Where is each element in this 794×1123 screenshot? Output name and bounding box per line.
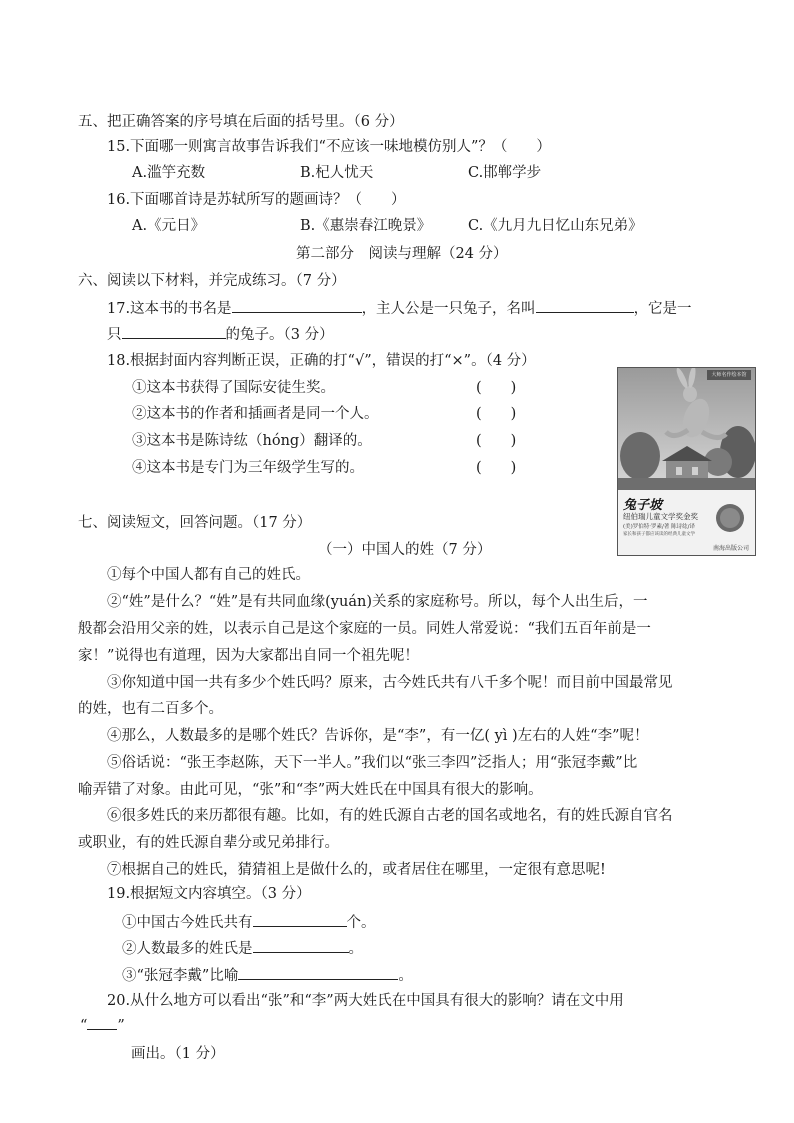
question-19-2 — [122, 938, 363, 959]
section7-title: 七、阅读短文，回答问题。（17 分） — [78, 515, 312, 531]
q19-3-tail: 。 — [398, 968, 413, 984]
paragraph-5-line1: ⑤俗话说：“张王李赵陈，天下一半人。”我们以“张三李四”泛指人；用“张冠李戴”比 — [107, 755, 638, 771]
question-19-3 — [122, 965, 413, 986]
question-15: 15.下面哪一则寓言故事告诉我们“不应该一味地模仿别人”？（ ） — [107, 139, 551, 155]
q19-2-text: ②人数最多的姓氏是 — [122, 941, 253, 957]
paragraph-6-line2: 或职业，有的姓氏源自辈分或兄弟排行。 — [78, 835, 339, 851]
q16-option-c: C.《九月九日忆山东兄弟》 — [468, 218, 643, 234]
paragraph-3-line2: 的姓，也有二百多个。 — [78, 701, 223, 717]
q15-option-a: A.滥竽充数 — [132, 165, 206, 181]
paragraph-7: ⑦根据自己的姓氏，猜猜祖上是做什么的，或者居住在哪里，一定很有意思呢! — [107, 862, 606, 878]
question-17-line2 — [107, 324, 334, 345]
q18-item-1: ①这本书获得了国际安徒生奖。 — [132, 380, 335, 396]
question-20-line2 — [80, 1016, 125, 1036]
q18-answer-paren-4[interactable]: ( ) — [476, 460, 517, 476]
paragraph-2-line1: ②“姓”是什么？“姓”是有共同血缘(yuán)关系的家庭称号。所以，每个人出生后，一 — [107, 594, 648, 610]
q20-close-quote: ” — [117, 1018, 125, 1034]
question-20-line1: 20.从什么地方可以看出“张”和“李”两大姓氏在中国具有很大的影响？请在文中用 — [107, 993, 624, 1009]
q16-option-a: A.《元日》 — [132, 218, 206, 234]
q18-answer-paren-2[interactable]: ( ) — [476, 406, 517, 422]
q15-option-b: B.杞人忧天 — [300, 165, 374, 181]
q20-open-quote: “ — [80, 1018, 88, 1034]
question-19: 19.根据短文内容填空。（3 分） — [107, 886, 311, 902]
q17-text-c: ，它是一 — [633, 301, 692, 317]
cover-note: 家长和孩子都应该读的经典儿童文学 — [623, 532, 695, 537]
q19-1-blank[interactable] — [253, 912, 347, 927]
q17-blank-description[interactable] — [122, 324, 226, 339]
paragraph-2-line2: 般都会沿用父亲的姓，以表示自己是这个家庭的一员。同姓人常爱说：“我们五百年前是一 — [78, 621, 651, 637]
paragraph-6-line1: ⑥很多姓氏的来历都很有趣。比如，有的姓氏源自古老的国名或地名，有的姓氏源自官名 — [107, 808, 673, 824]
q17-blank-name[interactable] — [536, 298, 634, 313]
q17-blank-title[interactable] — [232, 298, 362, 313]
section5-title: 五、把正确答案的序号填在后面的括号里。（6 分） — [78, 114, 404, 130]
cover-award: 纽伯瑞儿童文学奖金奖 — [623, 512, 698, 521]
q19-1-tail: 个。 — [346, 915, 376, 931]
cover-author: (美)罗伯特·罗素/著 陈诗纮/译 — [623, 524, 695, 530]
book-cover-image — [617, 367, 756, 556]
question-16: 16.下面哪首诗是苏轼所写的题画诗？（ ） — [107, 192, 406, 208]
q18-item-3: ③这本书是陈诗纮（hóng）翻译的。 — [132, 433, 372, 449]
question-20-line3: 画出。（1 分） — [131, 1046, 225, 1062]
q15-option-c: C.邯郸学步 — [468, 165, 542, 181]
q18-item-2: ②这本书的作者和插画者是同一个人。 — [132, 406, 379, 422]
q19-3-blank[interactable] — [238, 965, 398, 980]
q17-text-e: 的兔子。（3 分） — [225, 327, 334, 343]
q18-answer-paren-1[interactable]: ( ) — [476, 380, 517, 396]
q19-2-tail: 。 — [348, 941, 363, 957]
q17-text-b: ，主人公是一只兔子，名叫 — [361, 301, 536, 317]
part2-heading: 第二部分 阅读与理解（24 分） — [296, 246, 508, 262]
question-18: 18.根据封面内容判断正误，正确的打“√”，错误的打“×”。（4 分） — [107, 353, 536, 369]
cover-series-badge: 大师名作绘本馆 — [707, 370, 751, 380]
question-19-1 — [122, 912, 376, 933]
q18-item-4: ④这本书是专门为三年级学生写的。 — [132, 460, 364, 476]
paragraph-5-line2: 喻弄错了对象。由此可见，“张”和“李”两大姓氏在中国具有很大的影响。 — [78, 782, 543, 798]
passage-subtitle: （一）中国人的姓（7 分） — [318, 542, 492, 558]
q19-3-text: ③“张冠李戴”比喻 — [122, 968, 239, 984]
q18-answer-paren-3[interactable]: ( ) — [476, 433, 517, 449]
paragraph-1: ①每个中国人都有自己的姓氏。 — [107, 567, 310, 583]
paragraph-4: ④那么，人数最多的是哪个姓氏？告诉你，是“李”，有一亿( yì )左右的人姓“李”呢！ — [107, 728, 649, 744]
paragraph-3-line1: ③你知道中国一共有多少个姓氏吗？原来，古今姓氏共有八千多个呢！而目前中国最常见 — [107, 675, 673, 691]
q20-underline-sample — [87, 1019, 117, 1030]
q17-text-a: 17.这本书的书名是 — [107, 301, 232, 317]
q17-text-d: 只 — [107, 327, 122, 343]
cover-publisher: 南海出版公司 — [712, 545, 749, 552]
section6-title: 六、阅读以下材料，并完成练习。（7 分） — [78, 273, 346, 289]
q19-1-text: ①中国古今姓氏共有 — [122, 915, 253, 931]
question-17-line1 — [107, 298, 692, 319]
paragraph-2-line3: 家！”说得也有道理，因为大家都出自同一个祖先呢！ — [78, 648, 419, 664]
q16-option-b: B.《惠崇春江晚景》 — [300, 218, 432, 234]
q19-2-blank[interactable] — [253, 938, 349, 953]
cover-title: 兔子坡 — [623, 498, 663, 513]
